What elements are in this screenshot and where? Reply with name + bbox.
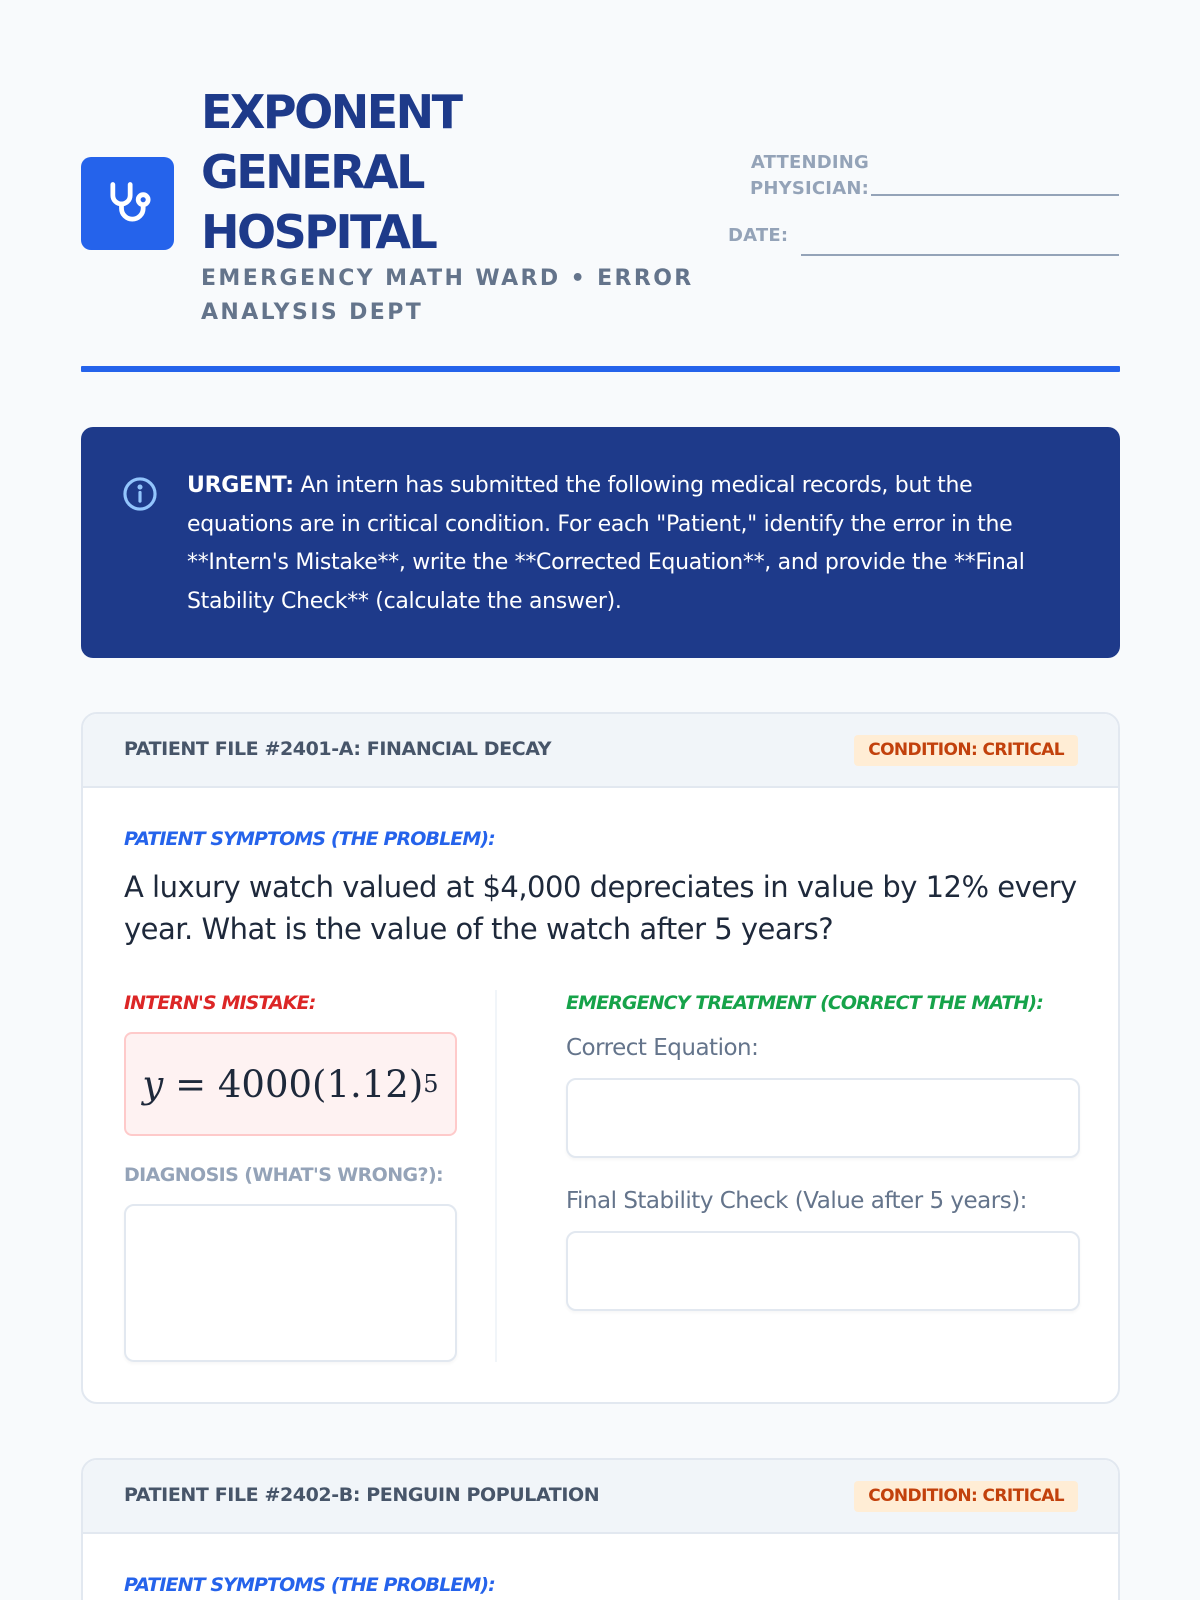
correct-equation-box[interactable] — [566, 1078, 1080, 1158]
instructions-text — [187, 467, 1070, 621]
attending-physician-line[interactable] — [871, 194, 1119, 196]
date-line[interactable] — [801, 254, 1119, 256]
equation-variable: y — [142, 1062, 164, 1106]
symptoms-label: PATIENT SYMPTOMS (THE PROBLEM): — [124, 1574, 495, 1596]
hospital-header — [81, 0, 1119, 370]
stethoscope-icon — [102, 178, 154, 230]
final-stability-check-label: Final Stability Check (Value after 5 years): — [566, 1188, 1027, 1214]
patient-file-header — [83, 1460, 1118, 1534]
urgent-label: URGENT: — [187, 473, 294, 498]
department-subtitle: EMERGENCY MATH WARD • ERROR ANALYSIS DEPT — [201, 266, 694, 325]
intern-mistake-label: INTERN'S MISTAKE: — [124, 992, 316, 1014]
hospital-logo — [81, 157, 174, 250]
diagnosis-answer-box[interactable] — [124, 1204, 457, 1362]
header-divider — [81, 366, 1120, 372]
problem-text: A luxury watch valued at $4,000 depreciates in value by 12% every year. What is the value of the watch after 5 years? — [124, 870, 1077, 946]
condition-badge: CONDITION: CRITICAL — [854, 1481, 1078, 1512]
patient-card-2402-b — [81, 1458, 1120, 1600]
hospital-name: EXPONENT GENERAL HOSPITAL — [201, 85, 461, 259]
instructions-body: An intern has submitted the following medical records, but the equations are in critical condition. For each "Patient," identify the error in the **Intern's Mistake**, write the **Corrected Equation**, and provide the **Final Stability Check** (calculate the answer). — [187, 473, 1025, 614]
date-label: DATE: — [728, 225, 789, 246]
info-icon — [121, 475, 159, 513]
patient-card-2401-a — [81, 712, 1120, 1404]
column-divider — [495, 990, 497, 1362]
final-stability-check-box[interactable] — [566, 1231, 1080, 1311]
diagnosis-label: DIAGNOSIS (WHAT'S WRONG?): — [124, 1164, 444, 1186]
equation-body: 4000(1.12) — [217, 1062, 424, 1106]
condition-badge: CONDITION: CRITICAL — [854, 735, 1078, 766]
attending-physician-label: ATTENDING PHYSICIAN: — [749, 152, 869, 199]
patient-file-title: PATIENT FILE #2401-A: FINANCIAL DECAY — [124, 738, 552, 760]
intern-mistake-equation: y = 4000(1.12) 5 — [124, 1032, 457, 1136]
equation-equals: = — [163, 1062, 218, 1106]
urgent-instructions-banner — [81, 427, 1120, 658]
patient-file-title: PATIENT FILE #2402-B: PENGUIN POPULATION — [124, 1484, 600, 1506]
patient-file-header — [83, 714, 1118, 788]
symptoms-label: PATIENT SYMPTOMS (THE PROBLEM): — [124, 828, 495, 850]
correct-equation-label: Correct Equation: — [566, 1035, 759, 1061]
emergency-treatment-label: EMERGENCY TREATMENT (CORRECT THE MATH): — [566, 992, 1043, 1014]
